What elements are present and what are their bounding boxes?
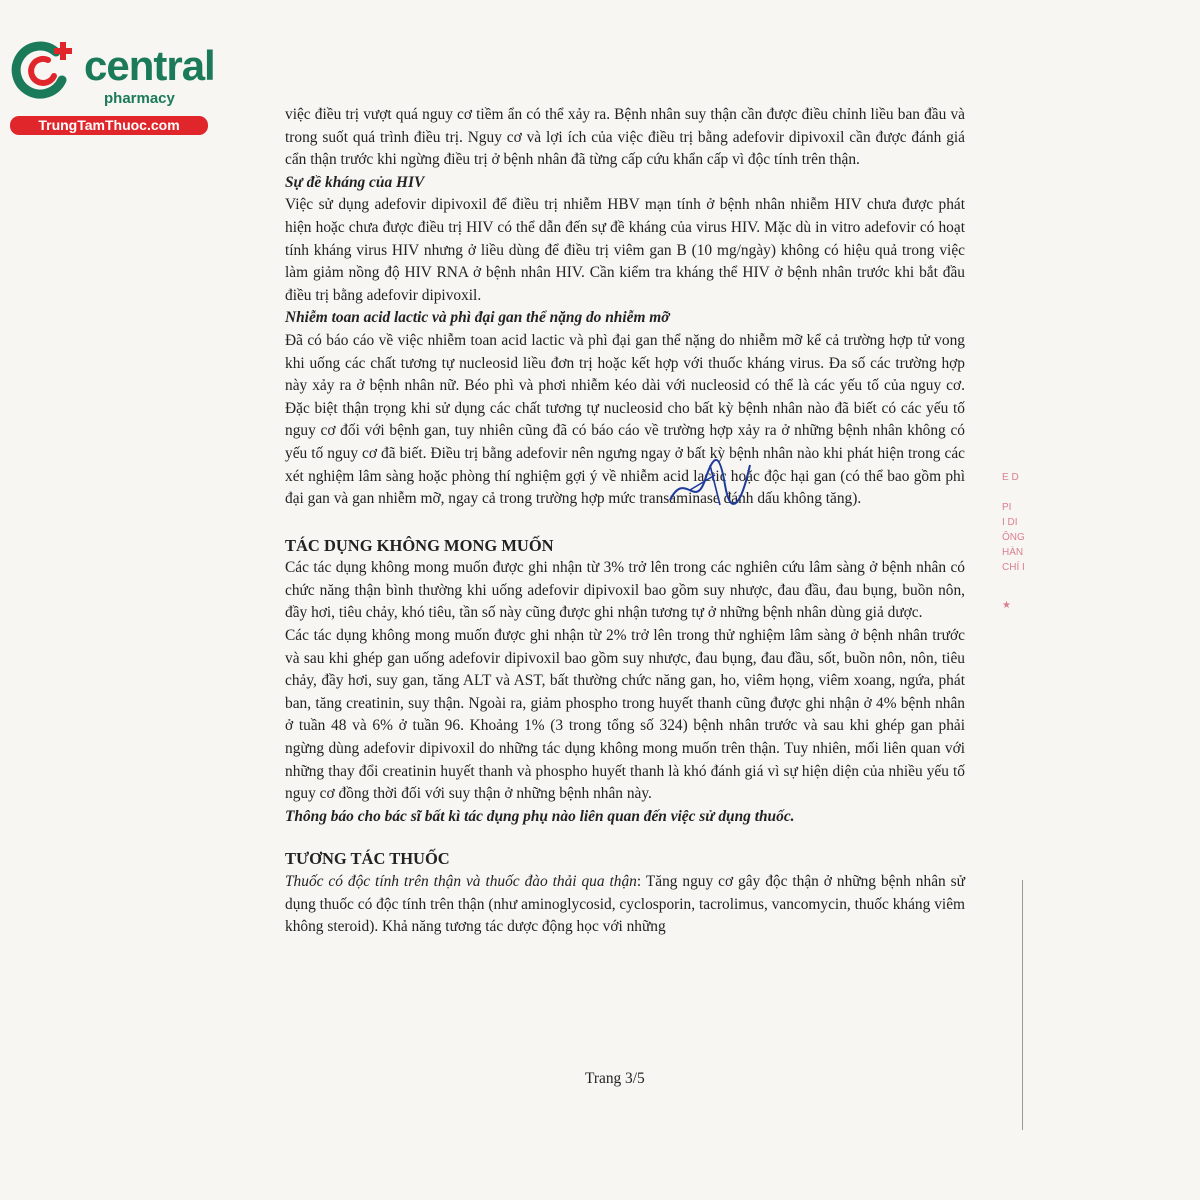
logo-mark-icon [10,38,76,104]
stamp-line: E D [1002,472,1019,483]
subheading-lactic-acidosis: Nhiễm toan acid lactic và phì đại gan thể nặng do nhiễm mỡ [285,309,670,327]
notice-report-side-effects: Thông báo cho bác sĩ bất kì tác dụng phụ nào liên quan đến việc sử dụng thuốc. [285,807,795,825]
heading-adverse-effects: TÁC DỤNG KHÔNG MONG MUỐN [285,535,554,555]
signature-mark-icon [665,450,755,520]
page-number: Trang 3/5 [585,1070,645,1087]
red-stamp [996,460,1036,840]
stamp-line: ÔNG [1002,532,1025,543]
page-edge-line [1022,880,1023,1130]
stamp-line: ★ [1002,600,1011,611]
paragraph-hiv-resistance: Việc sử dụng adefovir dipivoxil để điều trị nhiễm HBV mạn tính ở bệnh nhân nhiễm HIV chưa được phát hiện hoặc chưa được điều trị HIV có thể dẫn đến sự đề kháng của virus HIV. Mặc dù in vitro adefovir có hoạt tính kháng virus HIV nhưng ở liều dùng để điều trị viêm gan B (10 mg/ngày) không có hiệu quả trong việc làm giảm nồng độ HIV RNA ở bệnh nhân HIV. Cần kiểm tra kháng thể HIV ở bệnh nhân trước khi bắt đầu điều trị bằng adefovir dipivoxil. [285,196,965,304]
paragraph-renal: việc điều trị vượt quá nguy cơ tiềm ẩn có thể xảy ra. Bệnh nhân suy thận cần được điều chỉnh liều ban đầu và trong suốt quá trình điều trị. Nguy cơ và lợi ích của việc điều trị bằng adefovir dipivoxil cần được đánh giá cẩn thận trước khi ngừng điều trị ở bệnh nhân đã từng cấp cứu khẩn cấp vì độc tính trên thận. [285,106,965,169]
interaction-lead: Thuốc có độc tính trên thận và thuốc đào thải qua thận [285,873,637,890]
heading-drug-interactions: TƯƠNG TÁC THUỐC [285,849,450,869]
paragraph-adverse-effects-1: Các tác dụng không mong muốn được ghi nhận từ 3% trở lên trong các nghiên cứu lâm sàng ở bệnh nhân có chức năng thận bình thường khi uống adefovir dipivoxil bao gồm suy nhược, đau đầu, đau bụng, buồn nôn, đầy hơi, tiêu chảy, khó tiêu, tần số này cũng được ghi nhận tương tự ở những bệnh nhân dùng giả dược. [285,559,965,622]
logo-wordmark: central [84,42,215,89]
central-pharmacy-logo[interactable] [10,38,220,138]
subheading-hiv-resistance: Sự đề kháng của HIV [285,173,425,191]
stamp-line: HÀN [1002,547,1024,558]
stamp-line: I DI [1002,517,1018,528]
paragraph-lactic-acidosis: Đã có báo cáo về việc nhiễm toan acid lactic và phì đại gan thể nặng do nhiễm mỡ kể cả trường hợp tử vong khi uống các chất tương tự nucleosid liều đơn trị hoặc kết hợp với thuốc kháng virus. Đa số các trường hợp này xảy ra ở bệnh nhân nữ. Béo phì và phơi nhiễm kéo dài với nucleosid có thể là các yếu tố của nguy cơ. Đặc biệt thận trọng khi sử dụng các chất tương tự nucleosid cho bất kỳ bệnh nhân nào đã biết có các yếu tố nguy cơ đối với bệnh gan, tuy nhiên cũng đã có báo cáo về trường hợp xảy ra ở những bệnh nhân không có yếu tố nguy cơ đã biết. Điều trị bằng adefovir nên ngưng ngay ở bất kỳ bệnh nhân nào khi phát hiện trong các xét nghiệm lâm sàng hoặc phòng thí nghiệm gợi ý về nhiễm acid lactic hoặc độc hại gan (có thể bao gồm phì đại gan và gan nhiễm mỡ, ngay cả trong trường hợp mức transaminase đánh dấu không tăng). [285,331,965,508]
stamp-line: CHÍ I [1002,562,1025,573]
logo-url-badge[interactable]: TrungTamThuoc.com [10,116,208,135]
stamp-line: PI [1002,502,1012,513]
interaction-text: : Tăng nguy cơ gây độc thận ở những bệnh nhân sử dụng thuốc có độc tính trên thận (như aminoglycosid, cyclosporin, tacrolimus, vancomycin, thuốc kháng viêm không steroid). Khả năng tương tác dược động học với những [285,873,965,936]
paragraph-drug-interactions [285,871,965,939]
logo-subtitle: pharmacy [104,90,175,107]
paragraph-adverse-effects-2: Các tác dụng không mong muốn được ghi nhận từ 2% trở lên trong thử nghiệm lâm sàng ở bệnh nhân trước và sau khi ghép gan uống adefovir dipivoxil bao gồm suy nhược, đau bụng, đau đầu, sốt, buồn nôn, nôn, tiêu chảy, đầy hơi, suy gan, tăng ALT và AST, bất thường chức năng gan, ho, viêm họng, viêm xoang, ngứa, phát ban, tăng creatinin, suy thận. Ngoài ra, giảm phospho trong huyết thanh cũng được ghi nhận ở 4% bệnh nhân ở tuần 48 và 6% ở tuần 96. Khoảng 1% (3 trong tổng số 324) bệnh nhân trước và sau khi ghép gan phải ngừng dùng adefovir dipivoxil do những tác dụng không mong muốn trên thận. Tuy nhiên, mối liên quan với những thay đổi creatinin huyết thanh và phospho huyết thanh là khó đánh giá vì sự hiện diện của nhiều yếu tố nguy cơ đồng thời đối với suy thận ở những bệnh nhân này. [285,627,965,803]
document-body [285,104,965,939]
